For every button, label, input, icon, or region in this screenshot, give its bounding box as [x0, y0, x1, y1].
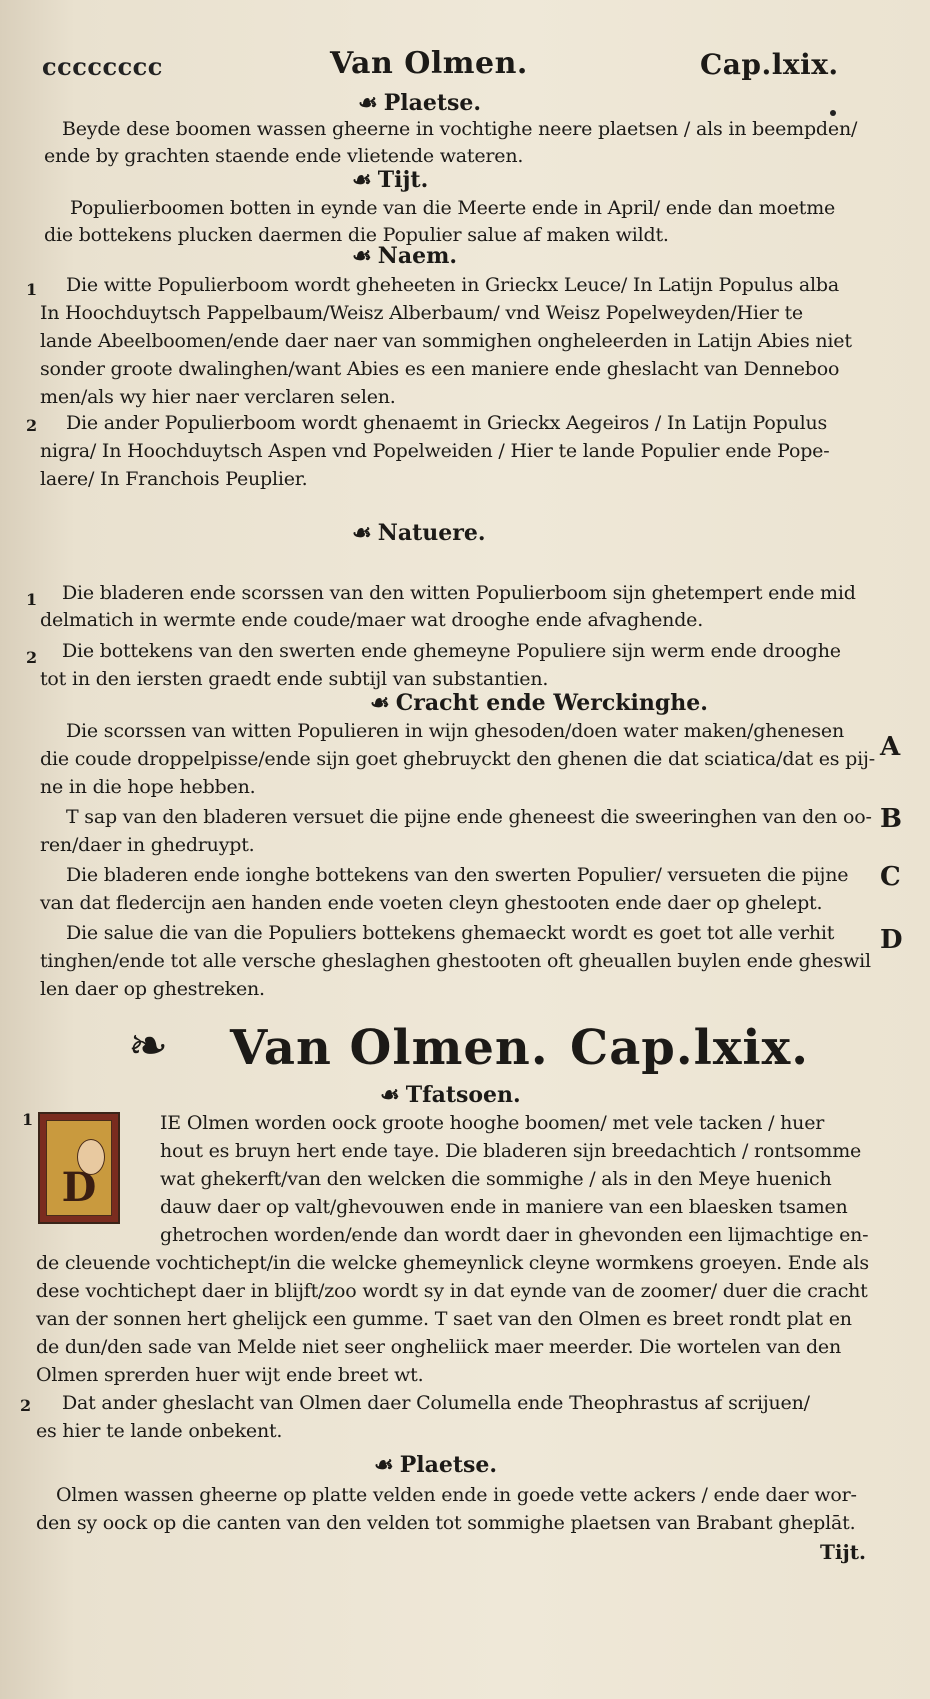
- pilcrow-icon: ☙: [358, 90, 378, 116]
- running-header-title: Van Olmen.: [330, 46, 528, 81]
- text-line: Olmen wassen gheerne op platte velden ende in goede vette ackers / ende daer wor-: [56, 1484, 857, 1506]
- margin-letter: D: [880, 925, 903, 955]
- text-line: Die bottekens van den swerten ende ghemeyne Populiere sijn werm ende drooghe: [62, 640, 841, 662]
- text-line: Die witte Populierboom wordt gheheeten in Grieckx Leuce/ In Latijn Populus alba: [66, 274, 839, 296]
- text-line: men/als wy hier naer verclaren selen.: [40, 386, 396, 408]
- decorated-initial: [38, 1112, 120, 1224]
- text-line: Populierboomen botten in eynde van die Meerte ende in April/ ende dan moetme: [70, 197, 836, 219]
- text-line: tot in den iersten graedt ende subtijl van substantien.: [40, 668, 549, 690]
- margin-number: 1: [22, 1110, 34, 1129]
- plaetse-heading: ☙ Plaetse.: [358, 90, 482, 116]
- text-line: lande Abeelboomen/ende daer naer van sommighen ongheleerden in Latijn Abies niet: [40, 330, 852, 352]
- text-line: nigra/ In Hoochduytsch Aspen vnd Popelweiden / Hier te lande Populier ende Pope-: [40, 440, 830, 462]
- pilcrow-icon: ☙: [352, 520, 372, 546]
- text-line: IE Olmen worden oock groote hooghe boomen/ met vele tacken / huer: [160, 1112, 825, 1134]
- text-line: Dat ander gheslacht van Olmen daer Columella ende Theophrastus af scrijuen/: [62, 1392, 810, 1414]
- text-line: ghetrochen worden/ende dan wordt daer in ghevonden een lijmachtige en-: [160, 1224, 869, 1246]
- catchword: Tijt.: [820, 1540, 866, 1564]
- margin-number: 2: [26, 648, 38, 667]
- text-line: dauw daer op valt/ghevouwen ende in maniere van een blaesken tsamen: [160, 1196, 848, 1218]
- text-line: len daer op ghestreken.: [40, 978, 265, 1000]
- natuere-heading: ☙ Natuere.: [352, 520, 486, 546]
- text-line: de cleuende vochtichept/in die welcke ghemeynlick cleyne wormkens groeyen. Ende als: [36, 1252, 869, 1274]
- margin-number: 2: [20, 1396, 32, 1415]
- pilcrow-icon: ☙: [352, 167, 372, 193]
- text-line: Die bladeren ende scorssen van den witten Populierboom sijn ghetempert ende mid: [62, 582, 856, 604]
- margin-number: 2: [26, 416, 38, 435]
- text-line: Olmen sprerden huer wijt ende breet wt.: [36, 1364, 424, 1386]
- text-line: ne in die hope hebben.: [40, 776, 256, 798]
- text-line: laere/ In Franchois Peuplier.: [40, 468, 308, 490]
- text-line: Die bladeren ende ionghe bottekens van den swerten Populier/ versueten die pijne: [66, 864, 849, 886]
- text-line: die coude droppelpisse/ende sijn goet ghebruyckt den ghenen die dat sciatica/dat es pij-: [40, 748, 875, 770]
- text-line: ren/daer in ghedruypt.: [40, 834, 255, 856]
- margin-letter: C: [880, 862, 901, 892]
- fleuron-icon: ❧: [128, 1018, 169, 1074]
- text-line: Die salue die van die Populiers bottekens ghemaeckt wordt es goet tot alle verhit: [66, 922, 835, 944]
- text-line: In Hoochduytsch Pappelbaum/Weisz Alberbaum/ vnd Weisz Popelweyden/Hier te: [40, 302, 803, 324]
- pilcrow-icon: ☙: [352, 243, 372, 269]
- margin-letter: B: [880, 804, 902, 834]
- initial-frame: [46, 1120, 112, 1216]
- pilcrow-icon: ☙: [370, 690, 390, 716]
- pilcrow-icon: ☙: [380, 1082, 400, 1108]
- text-line: T sap van den bladeren versuet die pijne ende gheneest die sweeringhen van den oo-: [66, 806, 872, 828]
- text-line: die bottekens plucken daermen die Populier salue af maken wildt.: [44, 224, 669, 246]
- text-line: tinghen/ende tot alle versche gheslaghen ghestooten oft gheuallen buylen ende gheswil: [40, 950, 871, 972]
- chapter-number: Cap.lxix.: [570, 1020, 809, 1076]
- text-line: hout es bruyn hert ende taye. Die bladeren sijn breedachtich / rontsomme: [160, 1140, 862, 1162]
- text-line: es hier te lande onbekent.: [36, 1420, 283, 1442]
- tijt-heading: ☙ Tijt.: [352, 167, 429, 193]
- margin-letter: A: [880, 732, 901, 762]
- running-header-chapter: Cap.lxix.: [700, 48, 839, 81]
- running-header-left: cccccccc: [42, 52, 163, 81]
- text-line: Die ander Populierboom wordt ghenaemt in Grieckx Aegeiros / In Latijn Populus: [66, 412, 828, 434]
- text-line: sonder groote dwalinghen/want Abies es een maniere ende gheslacht van Denneboo: [40, 358, 840, 380]
- text-line: van der sonnen hert ghelijck een gumme. T saet van den Olmen es breet rondt plat en: [36, 1308, 852, 1330]
- text-line: delmatich in wermte ende coude/maer wat drooghe ende afvaghende.: [40, 609, 704, 631]
- text-line: de dun/den sade van Melde niet seer ongheliick maer meerder. Die wortelen van den: [36, 1336, 842, 1358]
- text-line: dese vochtichept daer in blijft/zoo wordt sy in dat eynde van de zoomer/ duer die cracht: [36, 1280, 868, 1302]
- margin-number: 1: [26, 280, 38, 299]
- pilcrow-icon: ☙: [374, 1452, 394, 1478]
- text-line: wat ghekerft/van den welcken die sommighe / als in den Meye huenich: [160, 1168, 832, 1190]
- text-line: Beyde dese boomen wassen gheerne in vochtighe neere plaetsen / als in beempden/: [62, 118, 858, 140]
- plaetse-heading-2: ☙ Plaetse.: [374, 1452, 498, 1478]
- tfatsoen-heading: ☙ Tfatsoen.: [380, 1082, 521, 1108]
- margin-number: 1: [26, 590, 38, 609]
- text-line: van dat fledercijn aen handen ende voeten cleyn ghestooten ende daer op ghelept.: [40, 892, 823, 914]
- text-line: den sy oock op die canten van den velden tot sommighe plaetsen van Brabant gheplāt.: [36, 1512, 856, 1534]
- initial-letter: D: [61, 1164, 97, 1211]
- cracht-heading: ☙ Cracht ende Werckinghe.: [370, 690, 708, 716]
- naem-heading: ☙ Naem.: [352, 243, 458, 269]
- text-line: Die scorssen van witten Populieren in wijn ghesoden/doen water maken/ghenesen: [66, 720, 844, 742]
- text-line: ende by grachten staende ende vlietende wateren.: [44, 145, 524, 167]
- chapter-title: Van Olmen.: [230, 1020, 549, 1076]
